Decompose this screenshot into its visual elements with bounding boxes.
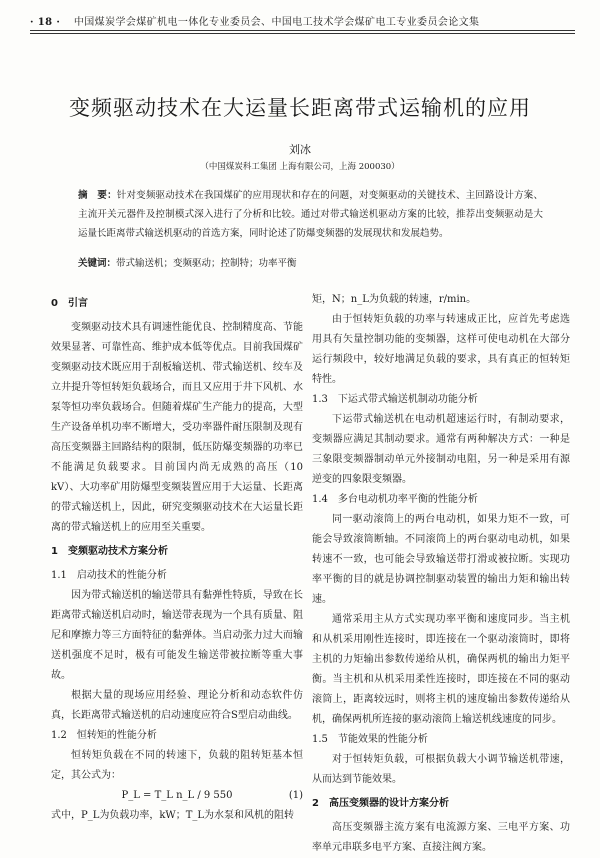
section-0-paragraph: 变频驱动技术具有调速性能优良、控制精度高、节能效果显著、可靠性高、维护成本低等优点。目前我国煤矿变频驱动技术既应用于刮板输送机、带式输送机、绞车及立井提升等恒转矩负载场合，而且又应用于井下风机、水泵等恒功率负载场合。但随着煤矿生产能力的提高，大型生产设备单机功率不断增大，受功率器件耐压限制及现有高压变频器主回路结构的限制，低压防爆变频器的功率已不能满足负载要求。目前国内尚无成熟的高压（10 kV）、大功率矿用防爆型变频装置应用于大运量、长距离的带式输送机上，因此，研究变频驱动技术在大运量长距离的带式输送机上的应用至关重要。	[51, 322, 303, 533]
abstract	[78, 186, 543, 243]
section-1-5-heading: 1.5 节能效果的性能分析	[312, 734, 428, 745]
section-1-2-paragraph-3: 由于恒转矩负载的功率与转速成正比，应首先考虑选用具有矢量控制功能的变频器，这样可使电动机在大部分运行频段中，较好地满足负载的要求，具有真正的恒转矩特性。	[312, 314, 570, 385]
abstract-label: 摘 要：	[78, 190, 117, 201]
equation-number: (1)	[288, 790, 303, 801]
section-1-2-paragraph-2: 式中，P_L为负载功率，kW；T_L为水泵和风机的阻转	[51, 810, 295, 821]
equation-1	[51, 786, 303, 806]
keywords-label: 关键词：	[78, 258, 117, 269]
section-1-4-paragraph-1: 同一驱动滚筒上的两台电动机，如果力矩不一致，可能会导致滚筒断轴。不同滚筒上的两台驱动电动机，如果转速不一致，也可能会导致输送带打滑或被拉断。实现功率平衡的目的就是协调控制驱动装置的输出力矩和输出转速。	[312, 514, 570, 605]
header-rule-thin	[30, 33, 575, 34]
right-column	[312, 290, 570, 858]
section-1-4-paragraph-2: 通常采用主从方式实现功率平衡和速度同步。当主机和从机采用刚性连接时，即连接在一个驱动滚筒时，即将主机的力矩输出参数传递给从机，确保两机的输出力矩平衡。当主机和从机采用柔性连接时，即连接在不同的驱动滚筒上，距离较远时，则将主机的速度输出参数传递给从机，确保两机所连接的驱动滚筒上输送机线速度的同步。	[312, 614, 570, 725]
header-rule	[30, 30, 575, 31]
section-1-5-paragraph: 对于恒转矩负载，可根据负载大小调节输送机带速，从而达到节能效果。	[312, 754, 570, 785]
continued-paragraph: 矩，N；n_L为负载的转速，r/min。	[312, 294, 477, 305]
abstract-text: 针对变频驱动技术在我国煤矿的应用现状和存在的问题，对变频驱动的关键技术、主回路设计方案、主流开关元器件及控制模式深入进行了分析和比较。通过对带式输送机驱动方案的比较，推荐出变频驱动是大运量长距离带式输送机驱动的首选方案，同时论述了防爆变频器的发展现状和发展趋势。	[78, 190, 543, 239]
keywords	[78, 255, 543, 269]
section-1-1-heading: 1.1 启动技术的性能分析	[51, 570, 167, 581]
paper-title: 变频驱动技术在大运量长距离带式运输机的应用	[69, 96, 531, 120]
section-2-heading: 2 高压变频器的设计方案分析	[312, 798, 449, 809]
author: 刘冰	[289, 143, 311, 156]
running-header	[30, 13, 575, 28]
running-title: 中国煤炭学会煤矿机电一体化专业委员会、中国电工技术学会煤矿电工专业委员会论文集	[73, 17, 480, 28]
section-1-2-heading: 1.2 恒转矩的性能分析	[51, 730, 157, 741]
section-2-paragraph: 高压变频器主流方案有电流源方案、三电平方案、功率单元串联多电平方案、直接注阀方案。	[312, 822, 570, 853]
section-1-2-paragraph-1: 恒转矩负载在不同的转速下，负载的阻转矩基本恒定，其公式为：	[51, 750, 303, 781]
left-column	[51, 290, 303, 826]
section-1-1-paragraph-1: 因为带式输送机的输送带具有黏弹性特质，导致在长距离带式输送机启动时，输送带表现为一个具有质量、阻尼和摩擦力等三方面特征的黏弹体。当启动张力过大而输送机强度不足时，极有可能发生输送带被拉断等重大事故。	[51, 590, 303, 681]
section-1-3-heading: 1.3 下运式带式输送机制动功能分析	[312, 394, 478, 405]
page-number: · 18 ·	[30, 17, 61, 28]
affiliation: （中国煤炭科工集团 上海有限公司，上海 200030）	[200, 162, 400, 172]
section-1-3-paragraph: 下运带式输送机在电动机超速运行时，有制动要求，变频器应满足其制动要求。通常有两种解决方式：一种是三象限变频器制动单元外接制动电阻，另一种是采用有源逆变的四象限变频器。	[312, 414, 570, 485]
equation-formula: P_L = T_L n_L / 9 550	[121, 790, 233, 801]
keywords-text: 带式输送机；变频驱动；控制特；功率平衡	[116, 258, 297, 269]
section-0-heading: 0 引言	[51, 298, 88, 309]
section-1-1-paragraph-2: 根据大量的现场应用经验、理论分析和动态软件仿真，长距离带式输送机的启动速度应符合S型启动曲线。	[51, 690, 303, 721]
section-1-4-heading: 1.4 多台电动机功率平衡的性能分析	[312, 494, 478, 505]
section-1-heading: 1 变频驱动技术方案分析	[51, 546, 168, 557]
